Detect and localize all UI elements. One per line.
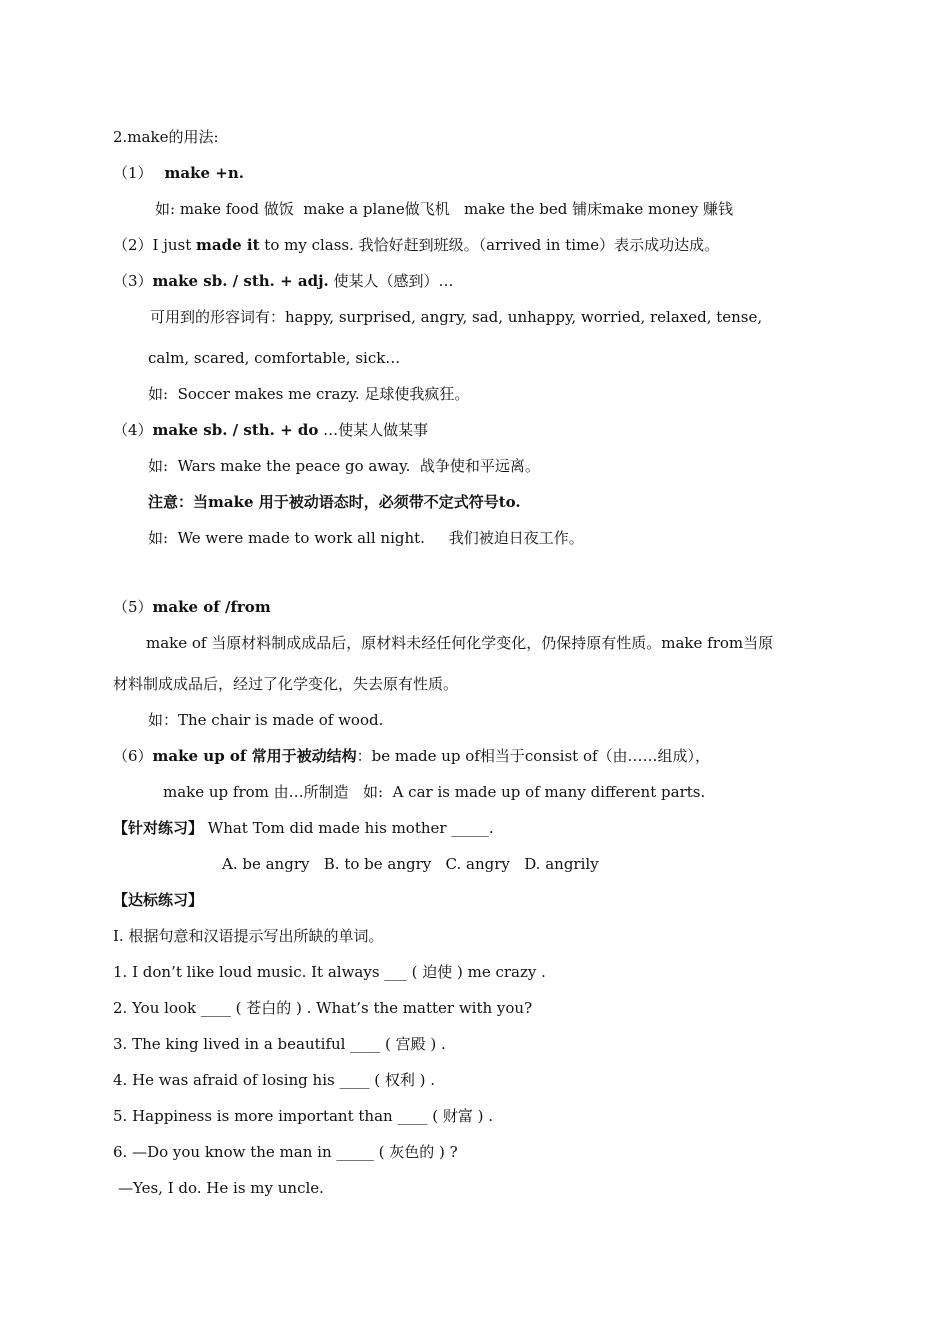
usage-5-description-line2: 材料制成成品后，经过了化学变化，失去原有性质。 (113, 675, 459, 693)
exercise-instruction: I. 根据句意和汉语提示写出所缺的单词。 (113, 927, 384, 945)
standard-practice-label: 【达标练习】 (113, 891, 204, 909)
usage-2-line (113, 238, 719, 253)
usage-6-number: （6） (113, 747, 153, 765)
usage-3-adjectives-line2: calm, scared, comfortable, sick… (148, 349, 401, 367)
usage-5-example: 如：The chair is made of wood. (148, 711, 384, 729)
usage-2-suffix: to my class. 我恰好赶到班级。（arrived in time）表示成功达成。 (259, 236, 720, 254)
usage-5-description-line1: make of 当原材料制成成品后，原材料未经任何化学变化，仍保持原有性质。make from当原 (146, 634, 774, 652)
exercise-item: 3. The king lived in a beautiful ____ ( 宫殿 ) . (113, 1035, 446, 1053)
usage-3-example: 如: Soccer makes me crazy. 足球使我疯狂。 (148, 385, 470, 403)
usage-5-number: （5） (113, 598, 153, 616)
usage-2-prefix: （2）I just (113, 236, 197, 254)
usage-1-pattern: make +n. (164, 164, 244, 182)
usage-1-example: 如: make food 做饭 make a plane做飞机 make the bed 铺床make money 赚钱 (155, 200, 734, 218)
usage-3-number: （3） (113, 272, 153, 290)
usage-4-note: 注意：当make 用于被动语态时，必须带不定式符号to. (148, 493, 521, 511)
usage-2-bold-phrase: made it (196, 236, 260, 254)
usage-4-line (113, 423, 428, 438)
usage-3-adjectives-line1: 可用到的形容词有：happy, surprised, angry, sad, unhappy, worried, relaxed, tense, (150, 308, 763, 326)
practice-question-line (113, 821, 494, 836)
usage-4-number: （4） (113, 421, 153, 439)
usage-5-pattern: make of /from (152, 598, 271, 616)
usage-4-example: 如: Wars make the peace go away. 战争使和平远离。 (148, 457, 540, 475)
usage-6-pattern: make up of 常用于被动结构 (152, 747, 357, 765)
exercise-item: 2. You look ____ ( 苍白的 ) . What’s the matter with you? (113, 999, 533, 1017)
practice-label: 【针对练习】 (113, 819, 204, 837)
exercise-item: 6. —Do you know the man in _____ ( 灰色的 ) ? (113, 1143, 458, 1161)
exercise-item: 1. I don’t like loud music. It always ___ ( 迫使 ) me crazy . (113, 963, 546, 981)
usage-6-line2: make up from 由…所制造 如: A car is made up of many different parts. (163, 783, 706, 801)
exercise-item: 5. Happiness is more important than ____ ( 财富 ) . (113, 1107, 493, 1125)
usage-4-note-example: 如: We were made to work all night. 我们被迫日夜工作。 (148, 529, 584, 547)
usage-3-meaning: 使某人（感到）… (328, 272, 454, 290)
usage-5-line (113, 600, 271, 615)
exercise-answer-line: —Yes, I do. He is my uncle. (118, 1179, 324, 1197)
usage-3-line (113, 274, 454, 289)
usage-4-pattern: make sb. / sth. + do (152, 421, 319, 439)
usage-6-line (113, 749, 710, 764)
practice-question: What Tom did made his mother _____. (203, 819, 494, 837)
usage-6-rest: ：be made up of相当于consist of（由……组成）， (356, 747, 711, 765)
usage-1-number: （1） (113, 164, 153, 182)
usage-3-pattern: make sb. / sth. + adj. (152, 272, 329, 290)
practice-options: A. be angry B. to be angry C. angry D. angrily (222, 855, 599, 873)
usage-1-line (113, 166, 244, 181)
exercise-item: 4. He was afraid of losing his ____ ( 权利 ) . (113, 1071, 436, 1089)
usage-4-meaning: …使某人做某事 (318, 421, 429, 439)
section-heading: 2.make的用法: (113, 128, 219, 146)
